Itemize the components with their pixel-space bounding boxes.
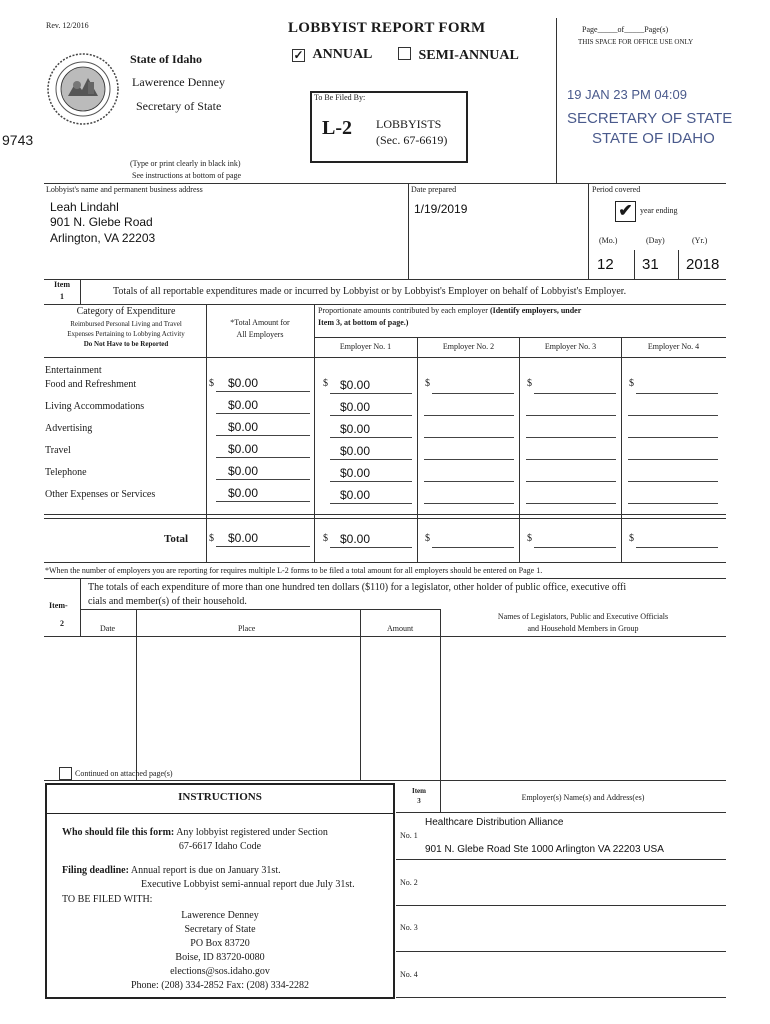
who-should-file — [62, 827, 328, 838]
office-use-label: THIS SPACE FOR OFFICE USE ONLY — [578, 38, 694, 46]
underline — [534, 393, 616, 394]
dollar-sign: $ — [425, 378, 430, 389]
row-divider — [44, 518, 726, 519]
row-divider — [80, 609, 440, 610]
annual-checkbox[interactable]: ✓ — [293, 48, 304, 62]
row-divider — [396, 951, 726, 952]
employer-no-4-label: No. 4 — [400, 970, 418, 979]
row-divider — [44, 514, 726, 515]
underline — [330, 437, 412, 438]
underline — [216, 546, 310, 547]
underline — [424, 459, 514, 460]
side-number: 9743 — [2, 132, 34, 148]
item3-number: 3 — [417, 797, 421, 805]
received-stamp-line2: STATE OF IDAHO — [592, 130, 715, 147]
dollar-sign: $ — [629, 378, 634, 389]
secretary-title: Secretary of State — [136, 99, 222, 113]
item1-label: Item — [54, 280, 70, 289]
col-date: Date — [100, 624, 116, 633]
col-divider — [360, 609, 361, 780]
item2-text-2: cials and member(s) of their household. — [88, 596, 247, 607]
instructions-title: INSTRUCTIONS — [178, 791, 262, 803]
underline — [424, 481, 514, 482]
underline — [628, 415, 718, 416]
grand-total[interactable]: $0.00 — [228, 531, 259, 545]
row-divider — [44, 780, 726, 781]
employer-1-address[interactable]: 901 N. Glebe Road Ste 1000 Arlington VA 22203 USA — [425, 844, 664, 855]
living-total[interactable]: $0.00 — [228, 398, 259, 412]
underline — [216, 501, 310, 502]
row-divider — [314, 337, 726, 338]
year-ending-checkbox[interactable]: ✔ — [615, 201, 636, 222]
year-label: (Yr.) — [692, 236, 708, 245]
other-emp1[interactable]: $0.00 — [340, 488, 371, 502]
employer-col-3: Employer No. 3 — [544, 342, 597, 351]
dollar-sign: $ — [323, 378, 328, 389]
proportionate-header-bold: (Identify employers, under — [489, 306, 582, 315]
col-names-2: and Household Members in Group — [527, 624, 639, 633]
row-label-other: Other Expenses or Services — [45, 489, 156, 500]
proportionate-header-text: Proportionate amounts contributed by each employer — [318, 306, 488, 315]
underline — [526, 459, 616, 460]
underline — [330, 415, 412, 416]
category-header: Category of Expenditure — [76, 306, 176, 317]
item2-label: Item- — [49, 601, 68, 610]
underline — [424, 503, 514, 504]
filed-with: TO BE FILED WITH: — [62, 894, 153, 905]
row-divider — [44, 304, 726, 305]
underline — [628, 459, 718, 460]
underline — [424, 415, 514, 416]
who-text-2: 67-6617 Idaho Code — [178, 841, 262, 852]
ink-note: (Type or print clearly in black ink) — [130, 159, 241, 168]
semi-annual-option[interactable] — [398, 47, 519, 64]
underline — [216, 413, 310, 414]
underline — [526, 481, 616, 482]
state-name: State of Idaho — [130, 52, 203, 66]
continued-checkbox[interactable] — [59, 767, 72, 780]
underline — [628, 481, 718, 482]
row-label-food: Food and Refreshment — [45, 379, 137, 390]
who-bold: Who should file this form: — [62, 827, 175, 838]
row-divider — [44, 183, 726, 184]
underline — [330, 547, 412, 548]
telephone-emp1[interactable]: $0.00 — [340, 466, 371, 480]
received-stamp-date: 19 JAN 23 PM 04:09 — [567, 87, 687, 102]
advertising-total[interactable]: $0.00 — [228, 420, 259, 434]
instructions-box — [45, 783, 395, 999]
col-divider — [519, 337, 520, 562]
underline — [432, 393, 514, 394]
item2-number: 2 — [60, 619, 64, 628]
underline — [534, 547, 616, 548]
who-text: Any lobbyist registered under Section — [176, 827, 328, 838]
month-label: (Mo.) — [599, 236, 618, 245]
date-divider — [634, 250, 635, 279]
footnote: *When the number of employers you are reporting for requires multiple L-2 forms to be filed a total amount for all employers should be entered on Page 1. — [45, 566, 543, 575]
food-emp1[interactable]: $0.00 — [340, 378, 371, 392]
deadline-bold: Filing deadline: — [62, 865, 129, 876]
annual-option[interactable] — [292, 47, 372, 63]
date-prepared-value[interactable]: 1/19/2019 — [414, 202, 468, 216]
total-header-1: *Total Amount for — [230, 318, 290, 327]
dollar-sign: $ — [527, 378, 532, 389]
row-divider — [396, 997, 726, 998]
filing-deadline — [62, 865, 281, 876]
col-divider — [621, 337, 622, 562]
underline — [216, 391, 310, 392]
row-label-advertising: Advertising — [45, 423, 93, 434]
row-label-travel: Travel — [45, 445, 71, 456]
grand-total-emp1[interactable]: $0.00 — [340, 532, 371, 546]
living-emp1[interactable]: $0.00 — [340, 400, 371, 414]
item3-header: Employer(s) Name(s) and Address(es) — [521, 793, 645, 802]
form-code: L-2 — [322, 117, 352, 139]
continued-label: Continued on attached page(s) — [75, 769, 173, 778]
row-divider — [44, 636, 726, 637]
food-total[interactable]: $0.00 — [228, 376, 259, 390]
col-divider — [80, 578, 81, 636]
lobbyist-address-2[interactable]: Arlington, VA 22203 — [50, 231, 156, 245]
underline — [424, 437, 514, 438]
dollar-sign: $ — [425, 533, 430, 544]
employer-no-1-label: No. 1 — [400, 831, 418, 840]
travel-total[interactable]: $0.00 — [228, 442, 259, 456]
form-title: LOBBYIST REPORT FORM — [288, 20, 486, 36]
advertising-emp1[interactable]: $0.00 — [340, 422, 371, 436]
row-label-living: Living Accommodations — [45, 401, 145, 412]
other-total[interactable]: $0.00 — [228, 486, 259, 500]
col-amount: Amount — [387, 624, 414, 633]
employer-1-name[interactable]: Healthcare Distribution Alliance — [425, 817, 564, 828]
email-address[interactable]: elections@sos.idaho.gov — [170, 966, 270, 977]
item3-label: Item — [412, 787, 426, 795]
form-code-box — [310, 91, 468, 163]
secretary-name: Lawerence Denney — [132, 75, 225, 89]
underline — [330, 459, 412, 460]
row-divider — [47, 813, 393, 814]
dollar-sign: $ — [323, 533, 328, 544]
underline — [432, 547, 514, 548]
period-month[interactable]: 12 — [597, 256, 614, 273]
underline — [636, 547, 718, 548]
dollar-sign: $ — [209, 533, 214, 544]
dollar-sign: $ — [629, 533, 634, 544]
row-divider — [396, 812, 726, 813]
address-line-1: Lawerence Denney — [181, 910, 259, 921]
semi-annual-checkbox[interactable] — [398, 47, 411, 60]
col-divider — [417, 337, 418, 562]
col-divider — [206, 304, 207, 562]
item1-title: Totals of all reportable expenditures made or incurred by Lobbyist or by Lobbyist's Employer on behalf of Lobbyist's Employer. — [113, 286, 627, 297]
period-day[interactable]: 31 — [642, 256, 659, 273]
row-divider — [44, 578, 726, 579]
received-stamp-line1: SECRETARY OF STATE — [567, 110, 733, 127]
travel-emp1[interactable]: $0.00 — [340, 444, 371, 458]
col-divider — [588, 183, 589, 279]
office-use-divider — [556, 18, 557, 184]
underline — [628, 503, 718, 504]
deadline-text: Annual report is due on January 31st. — [130, 865, 281, 876]
employer-no-2-label: No. 2 — [400, 878, 418, 887]
period-year[interactable]: 2018 — [686, 256, 720, 273]
form-for-label: LOBBYISTS — [376, 117, 442, 131]
row-divider — [44, 562, 726, 563]
address-line-2: Secretary of State — [184, 924, 256, 935]
lobbyist-address-1[interactable]: 901 N. Glebe Road — [50, 215, 153, 229]
year-ending-label: year ending — [640, 206, 678, 215]
underline — [216, 435, 310, 436]
lobbyist-name[interactable]: Leah Lindahl — [50, 200, 119, 214]
col-place: Place — [238, 624, 256, 633]
row-divider — [44, 357, 726, 358]
row-divider — [44, 279, 726, 280]
telephone-total[interactable]: $0.00 — [228, 464, 259, 478]
col-divider — [440, 609, 441, 780]
proportionate-header — [318, 306, 581, 315]
row-label-entertainment: Entertainment — [45, 365, 102, 376]
row-divider — [396, 905, 726, 906]
annual-label: ANNUAL — [312, 47, 373, 62]
address-line-3: PO Box 83720 — [190, 938, 250, 949]
category-note-1: Reimbursed Personal Living and Travel — [70, 320, 182, 328]
underline — [526, 415, 616, 416]
proportionate-header-2: Item 3, at bottom of page.) — [318, 318, 409, 327]
date-prepared-label: Date prepared — [411, 185, 457, 194]
to-be-filed-label: To Be Filed By: — [314, 93, 366, 102]
underline — [628, 437, 718, 438]
item2-text-1: The totals of each expenditure of more than one hundred ten dollars ($110) for a legislator, other holder of public office, executive offi — [88, 582, 627, 593]
employer-no-3-label: No. 3 — [400, 923, 418, 932]
dollar-sign: $ — [527, 533, 532, 544]
instructions-note: See instructions at bottom of page — [132, 171, 242, 180]
form-section-label: (Sec. 67-6619) — [376, 133, 448, 147]
employer-col-2: Employer No. 2 — [442, 342, 495, 351]
page-of-label: Page_____of_____Page(s) — [582, 25, 669, 34]
employer-col-4: Employer No. 4 — [647, 342, 700, 351]
underline — [330, 481, 412, 482]
total-label: Total — [164, 533, 189, 545]
underline — [330, 503, 412, 504]
item1-number: 1 — [60, 292, 64, 301]
row-divider — [396, 859, 726, 860]
underline — [526, 437, 616, 438]
category-note-3: Do Not Have to be Reported — [83, 340, 169, 348]
underline — [636, 393, 718, 394]
total-header-2: All Employers — [236, 330, 284, 339]
row-label-telephone: Telephone — [45, 467, 87, 478]
date-divider — [678, 250, 679, 279]
address-line-4: Boise, ID 83720-0080 — [175, 952, 265, 963]
semi-annual-label: SEMI-ANNUAL — [418, 48, 519, 63]
col-names-1: Names of Legislators, Public and Executive Officials — [497, 612, 669, 621]
phone-fax: Phone: (208) 334-2852 Fax: (208) 334-2282 — [130, 980, 310, 991]
underline — [526, 503, 616, 504]
employer-col-1: Employer No. 1 — [339, 342, 392, 351]
lobbyist-label: Lobbyist's name and permanent business address — [46, 185, 203, 194]
underline — [216, 457, 310, 458]
revision-label: Rev. 12/2016 — [46, 21, 89, 30]
dollar-sign: $ — [209, 378, 214, 389]
idaho-seal-icon — [46, 52, 120, 126]
col-divider — [80, 279, 81, 304]
col-divider — [408, 183, 409, 279]
day-label: (Day) — [646, 236, 665, 245]
col-divider — [136, 609, 137, 780]
category-note-2: Expenses Pertaining to Lobbying Activity — [67, 330, 185, 338]
underline — [216, 479, 310, 480]
deadline-text-2: Executive Lobbyist semi-annual report due July 31st. — [141, 879, 355, 890]
underline — [330, 393, 412, 394]
period-label: Period covered — [592, 185, 641, 194]
